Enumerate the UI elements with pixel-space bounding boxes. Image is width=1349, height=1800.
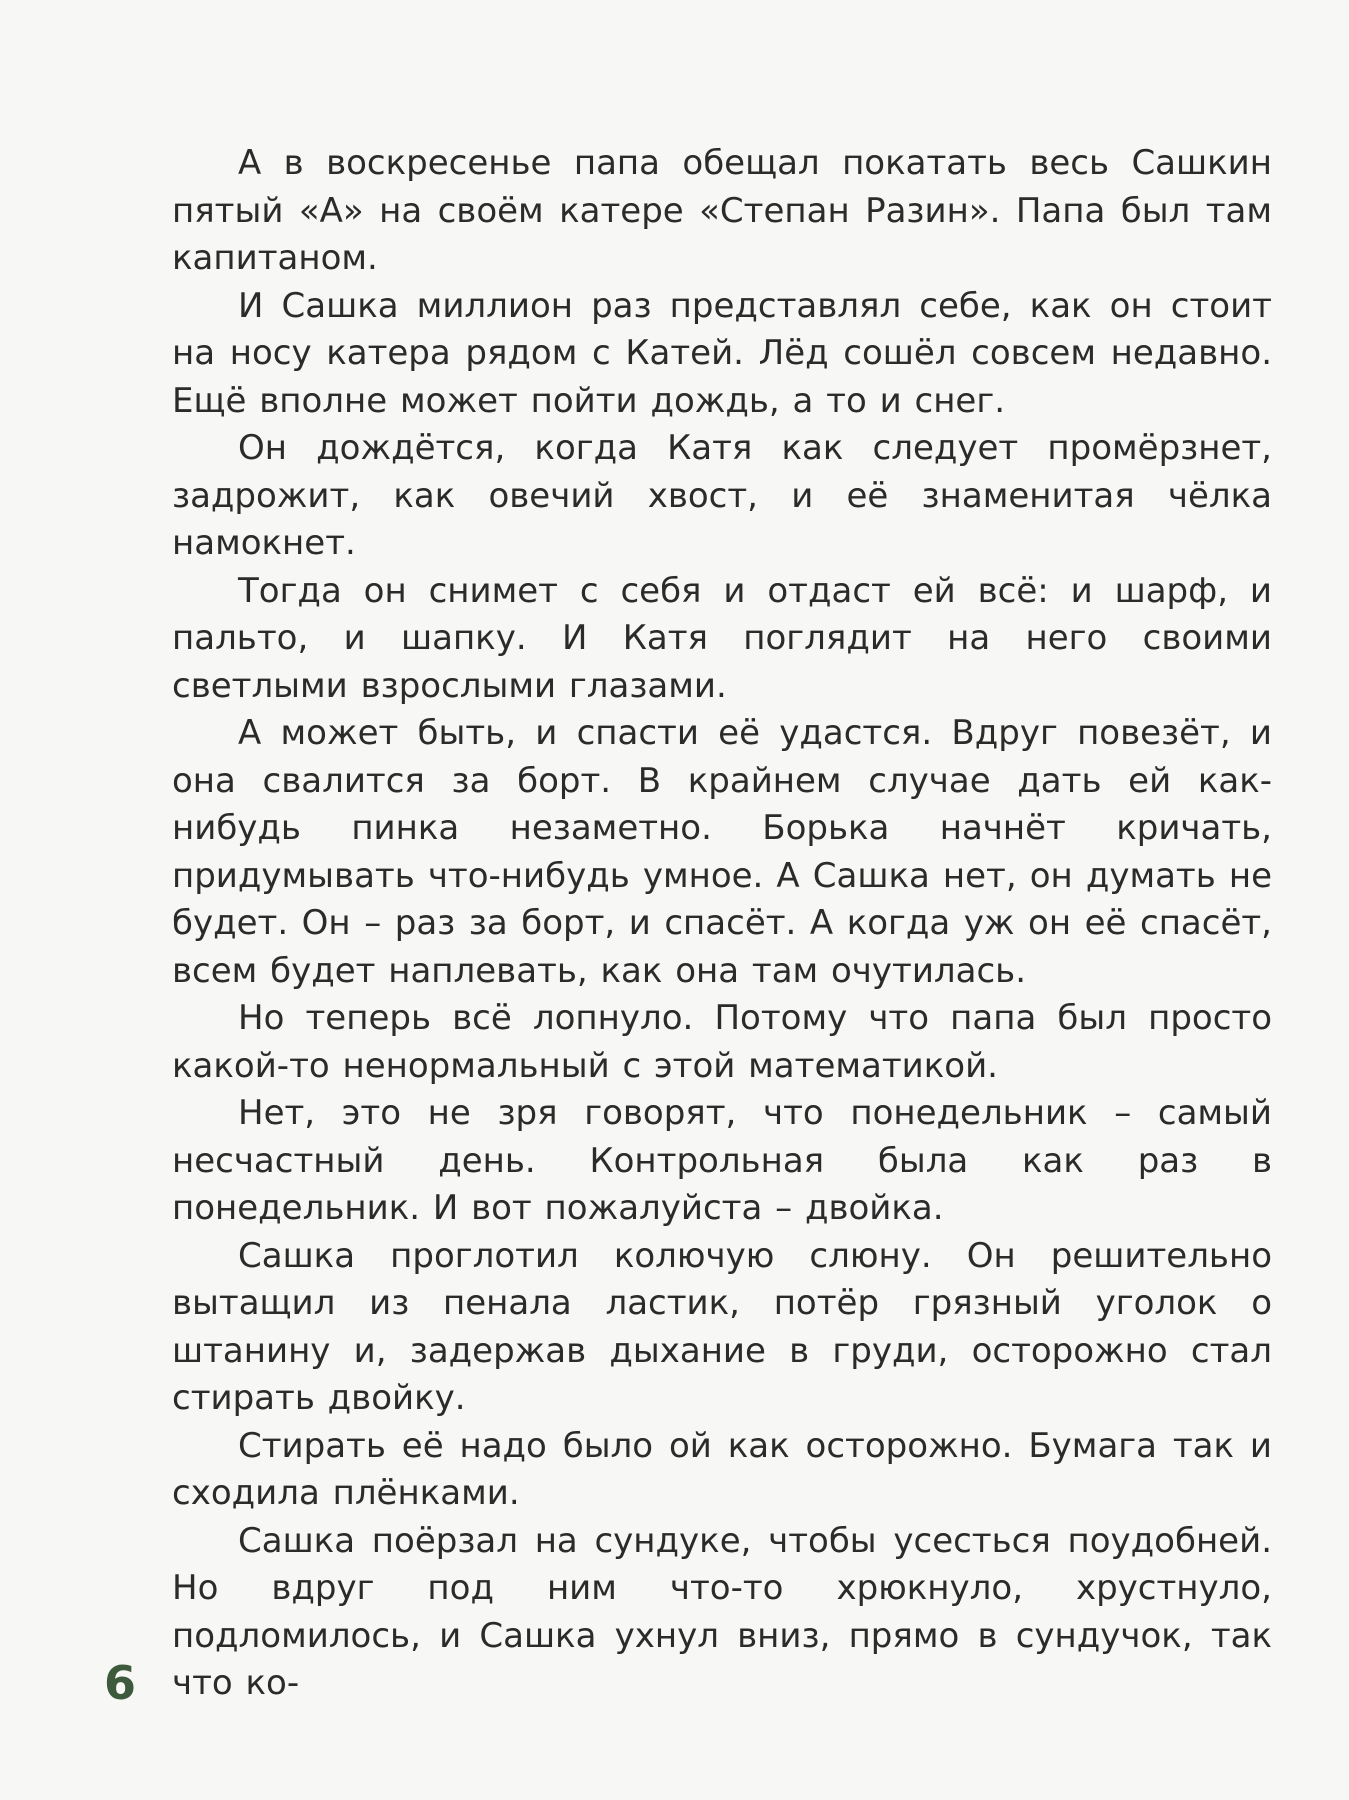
body-text — [172, 140, 1272, 1708]
paragraph: Стирать её надо было ой как осторожно. Бумага так и сходила плёнками. — [172, 1425, 1272, 1513]
paragraph: Тогда он снимет с себя и отдаст ей всё: и шарф, и пальто, и шапку. И Катя поглядит на него своими светлыми взрослыми глазами. — [172, 570, 1272, 706]
paragraph: А может быть, и спасти её удастся. Вдруг повезёт, и она свалится за борт. В крайнем случае дать ей как-нибудь пинка незаметно. Борька начнёт кричать, придумывать что-нибудь умное. А Сашка нет, он думать не будет. Он – раз за борт, и спасёт. А когда уж он её спасёт, всем будет наплевать, как она там очутилась. — [172, 713, 1272, 991]
paragraph: Но теперь всё лопнуло. Потому что папа был просто какой-то ненормальный с этой математикой. — [172, 998, 1272, 1086]
paragraph: Нет, это не зря говорят, что понедельник – самый несчастный день. Контрольная была как раз в понедельник. И вот пожалуйста – двойка. — [172, 1093, 1272, 1228]
paragraph: И Сашка миллион раз представлял себе, как он стоит на носу катера рядом с Катей. Лёд сошёл совсем недавно. Ещё вполне может пойти дождь, а то и снег. — [172, 285, 1272, 421]
paragraph: А в воскресенье папа обещал покатать весь Сашкин пятый «А» на своём катере «Степан Разин». Папа был там капитаном. — [172, 143, 1272, 278]
paragraph: Сашка поёрзал на сундуке, чтобы усесться поудобней. Но вдруг под ним что-то хрюкнуло, хрустнуло, подломилось, и Сашка ухнул вниз, прямо в сундучок, так что ко- — [172, 1520, 1272, 1703]
page-number: 6 — [104, 1656, 137, 1710]
paragraph: Сашка проглотил колючую слюну. Он решительно вытащил из пенала ластик, потёр грязный уголок о штанину и, задержав дыхание в груди, осторожно стал стирать двойку. — [172, 1235, 1272, 1418]
paragraph: Он дождётся, когда Катя как следует промёрзнет, задрожит, как овечий хвост, и её знаменитая чёлка намокнет. — [172, 428, 1272, 563]
